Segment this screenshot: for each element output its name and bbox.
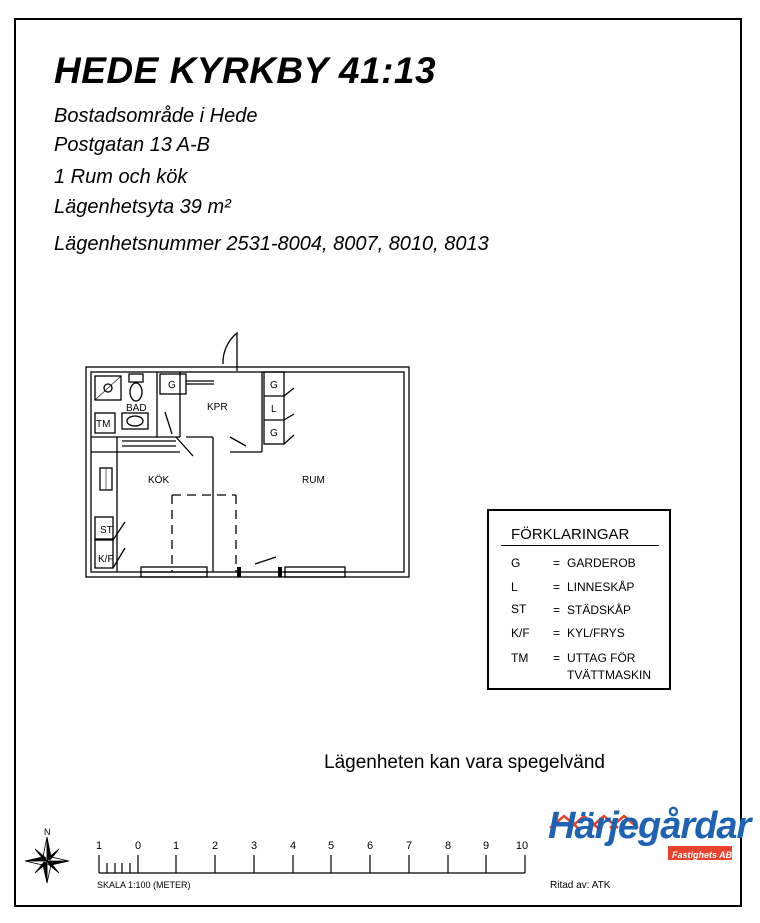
legend-code: G [511, 556, 521, 570]
legend-desc: UTTAG FÖR [567, 651, 636, 665]
scale-tick-label: 0 [134, 840, 142, 852]
legend-desc: KYL/FRYS [567, 626, 625, 640]
logo-name: Härjegårdar [548, 805, 751, 847]
rooms-text: 1 Rum och kök [54, 166, 188, 188]
label-g-bath: G [168, 380, 176, 391]
legend-eq: = [553, 556, 561, 570]
legend-eq: = [553, 580, 561, 594]
drawn-by: Ritad av: ATK [550, 880, 611, 891]
scale-tick-label: 1 [172, 840, 180, 852]
scale-tick-label: 5 [327, 840, 335, 852]
label-kpr: KPR [207, 402, 228, 413]
label-bad: BAD [126, 403, 147, 414]
legend-eq: = [553, 603, 561, 617]
label-kok: KÖK [148, 475, 170, 486]
apartment-numbers: Lägenhetsnummer 2531-8004, 8007, 8010, 8013 [54, 233, 489, 255]
entrance-door [223, 333, 237, 371]
legend-desc: STÄDSKÅP [567, 603, 632, 617]
legend-divider [501, 545, 659, 546]
scale-tick-label: 8 [444, 840, 452, 852]
outer-wall [86, 367, 409, 577]
legend-code: L [511, 580, 518, 594]
mirror-note: Lägenheten kan vara spegelvänd [324, 752, 606, 773]
legend-desc: TVÄTTMASKIN [567, 668, 652, 682]
area-text: Bostadsområde i Hede [54, 105, 258, 127]
scale-tick-label: 7 [405, 840, 413, 852]
legend-desc: GARDEROB [567, 556, 636, 570]
scale-tick-label: 1 [95, 840, 103, 852]
scale-tick-label: 3 [250, 840, 258, 852]
legend-desc: LINNESKÅP [567, 580, 635, 594]
label-st: ST [100, 525, 113, 536]
label-rum: RUM [302, 475, 325, 486]
address-text: Postgatan 13 A-B [54, 134, 211, 156]
legend-code: TM [511, 651, 529, 665]
scale-tick-label: 4 [289, 840, 297, 852]
toilet [130, 383, 142, 401]
logo-subtitle: Fastighets AB [672, 850, 733, 860]
legend-code: K/F [511, 626, 530, 640]
page-title: HEDE KYRKBY 41:13 [54, 50, 437, 91]
label-g-hall1: G [270, 380, 278, 391]
label-tm: TM [96, 419, 111, 430]
legend-title: FÖRKLARINGAR [511, 526, 630, 543]
scale-tick-label: 10 [515, 840, 529, 852]
compass-north-label: N [44, 827, 51, 837]
label-kf: K/F [98, 554, 114, 565]
size-text: Lägenhetsyta 39 m² [54, 196, 231, 218]
legend-box [487, 509, 671, 690]
scale-bar [0, 835, 560, 880]
legend-code: ST [511, 602, 527, 616]
scale-tick-label: 2 [211, 840, 219, 852]
label-g-hall2: G [270, 428, 278, 439]
label-l-hall: L [271, 404, 277, 415]
legend-eq: = [553, 626, 561, 640]
legend-eq: = [553, 651, 561, 665]
scale-label: SKALA 1:100 (METER) [97, 880, 191, 890]
scale-tick-label: 9 [482, 840, 490, 852]
scale-tick-label: 6 [366, 840, 374, 852]
